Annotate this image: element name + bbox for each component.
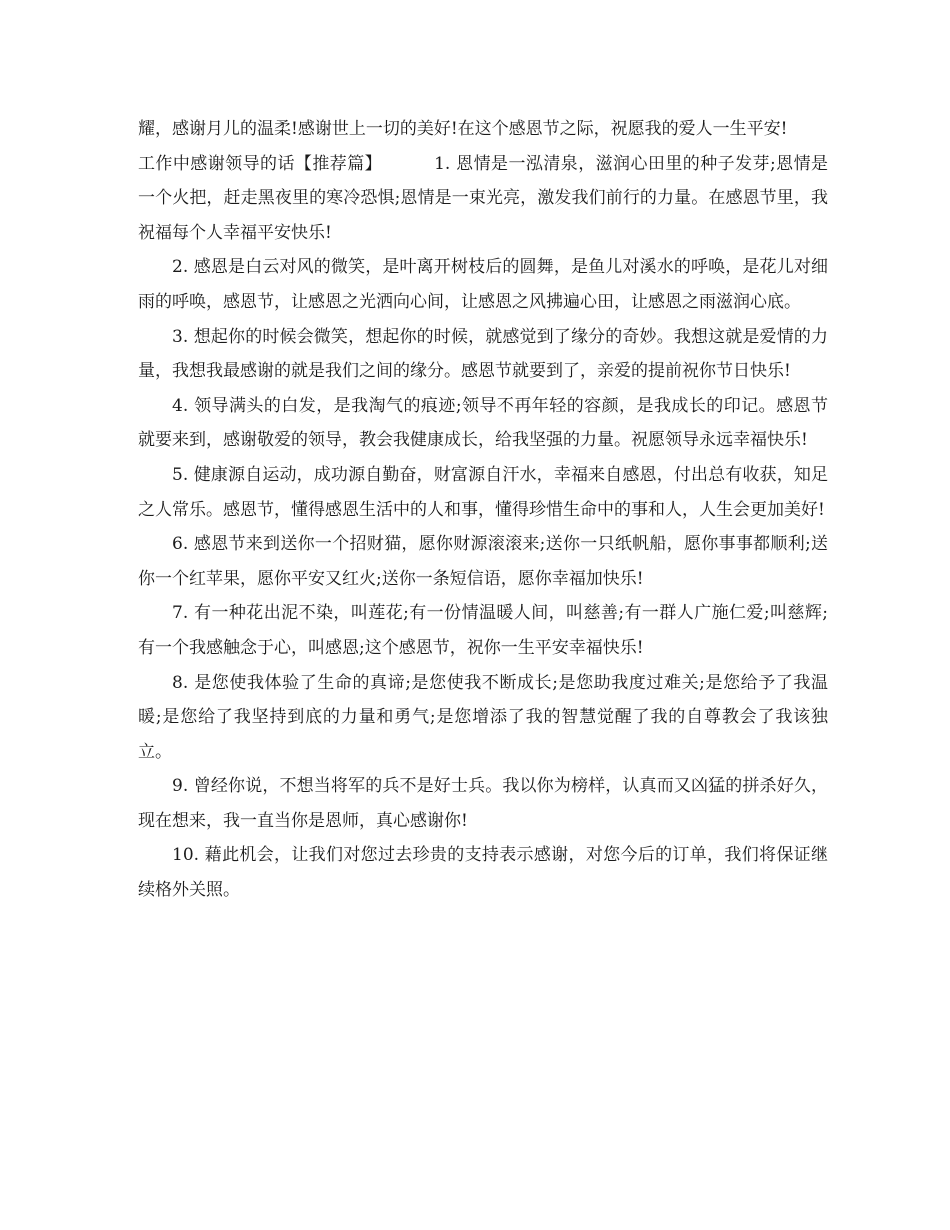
document-body [138, 112, 828, 908]
paragraph-10: 10. 藉此机会，让我们对您过去珍贵的支持表示感谢，对您今后的订单，我们将保证继续格外关照。 [138, 845, 828, 901]
paragraph-9: 9. 曾经你说，不想当将军的兵不是好士兵。我以你为榜样，认真而又凶猛的拼杀好久，现在想来，我一直当你是恩师，真心感谢你! [138, 776, 828, 831]
paragraph-2: 2. 感恩是白云对风的微笑，是叶离开树枝后的圆舞，是鱼儿对溪水的呼唤，是花儿对细雨的呼唤，感恩节，让感恩之光洒向心间，让感恩之风拂遍心田，让感恩之雨滋润心底。 [138, 257, 828, 312]
paragraph-4: 4. 领导满头的白发，是我淘气的痕迹;领导不再年轻的容颜，是我成长的印记。感恩节就要来到，感谢敬爱的领导，教会我健康成长，给我坚强的力量。祝愿领导永远幸福快乐! [138, 395, 828, 451]
paragraph-6: 6. 感恩节来到送你一个招财猫，愿你财源滚滚来;送你一只纸帆船，愿你事事都顺利;送你一个红苹果，愿你平安又红火;送你一条短信语，愿你幸福加快乐! [138, 534, 828, 589]
paragraph-8: 8. 是您使我体验了生命的真谛;是您使我不断成长;是您助我度过难关;是您给予了我温暖;是您给了我坚持到底的力量和勇气;是您增添了我的智慧觉醒了我的自尊教会了我该独立。 [138, 672, 828, 762]
paragraph-3: 3. 想起你的时候会微笑，想起你的时候，就感觉到了缘分的奇妙。我想这就是爱情的力量，我想我最感谢的就是我们之间的缘分。感恩节就要到了，亲爱的提前祝你节日快乐! [138, 326, 828, 382]
continuation-paragraph: 耀，感谢月儿的温柔!感谢世上一切的美好!在这个感恩节之际，祝愿我的爱人一生平安! [138, 119, 788, 139]
section-title: 工作中感谢领导的话【推荐篇】 [138, 153, 383, 174]
section-heading-paragraph [138, 147, 828, 251]
paragraph-7: 7. 有一种花出泥不染，叫莲花;有一份情温暖人间，叫慈善;有一群人广施仁爱;叫慈辉;有一个我感触念于心，叫感恩;这个感恩节，祝你一生平安幸福快乐! [138, 603, 828, 658]
paragraph-1: 1. 恩情是一泓清泉，滋润心田里的种子发芽;恩情是一个火把，赶走黑夜里的寒冷恐惧;恩情是一束光亮，激发我们前行的力量。在感恩节里，我祝福每个人幸福平安快乐! [138, 153, 829, 243]
paragraph-5: 5. 健康源自运动，成功源自勤奋，财富源自汗水，幸福来自感恩，付出总有收获，知足之人常乐。感恩节，懂得感恩生活中的人和事，懂得珍惜生命中的事和人，人生会更加美好! [138, 464, 828, 520]
